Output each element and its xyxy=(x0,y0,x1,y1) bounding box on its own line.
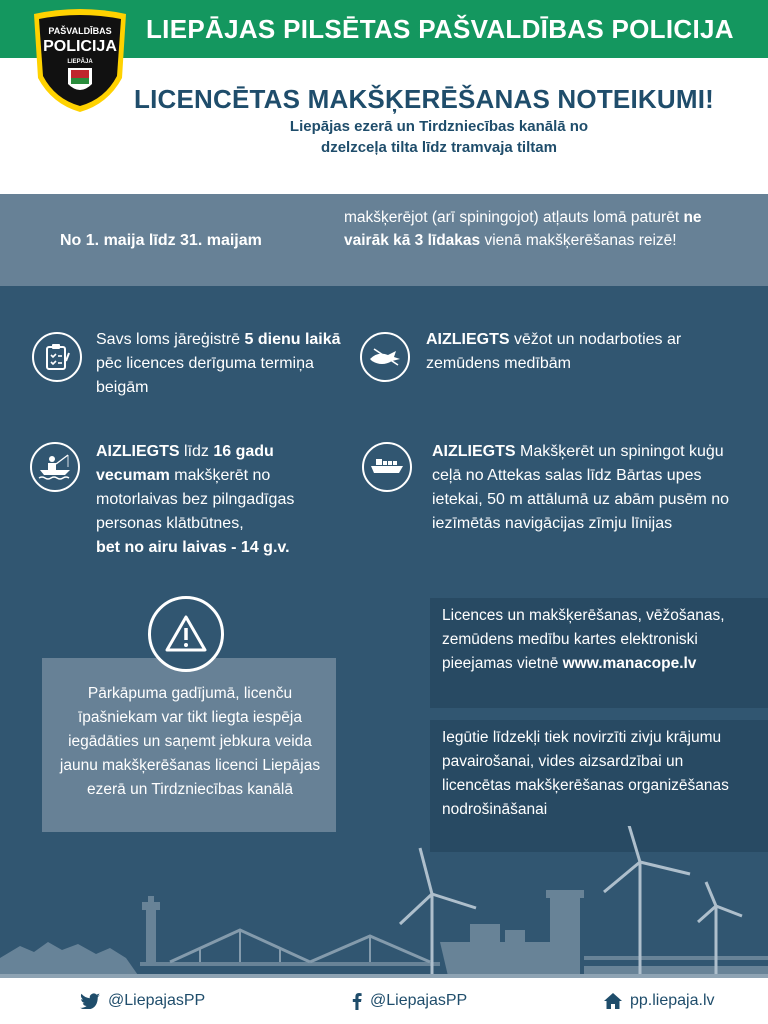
twitter-link[interactable] xyxy=(80,992,205,1010)
home-icon xyxy=(604,993,622,1009)
badge-city-text: LIEPĀJA xyxy=(67,59,93,65)
page-subtitle: Liepājas ezerā un Tirdzniecības kanālā no dzelzceļa tilta līdz tramvaja tiltam xyxy=(289,118,589,156)
facebook-icon xyxy=(352,992,362,1010)
manacope-link[interactable]: www.manacope.lv xyxy=(562,655,697,672)
info-licences-text: Licences un makšķerēšanas, vēžošanas, zemūdens medību kartes elektroniski pieejamas vietnē www.manacope.lv xyxy=(442,607,725,672)
badge-main-text: POLICIJA xyxy=(43,38,117,55)
warning-text: Pārkāpuma gadījumā, licenču īpašniekam var tikt liegta iespēja iegādāties un saņemt jebkura veida jaunu makšķerēšanas licenci Liepājas ezerā un Tirdzniecības kanālā xyxy=(59,685,321,798)
rule-shipping-lane: AIZLIEGTS Makšķerēt un spiningot kuģu ceļā no Attekas salas līdz Bārtas upes ietekai, 50 m attālumā uz abām pusēm no iezīmētās navigācijas zīmju līnijas xyxy=(432,443,730,532)
season-dates: No 1. maija līdz 31. maijam xyxy=(60,232,262,249)
clipboard-icon xyxy=(32,332,82,382)
page-title: LICENCĒTAS MAKŠĶERĒŠANAS NOTEIKUMI! xyxy=(134,84,714,114)
website-link[interactable] xyxy=(604,992,715,1010)
rule-register-catch: Savs loms jāreģistrē 5 dienu laikā pēc licences derīguma termiņa beigām xyxy=(96,331,341,396)
boat-angler-icon xyxy=(30,442,80,492)
facebook-link[interactable] xyxy=(352,992,467,1010)
season-band xyxy=(0,194,768,286)
ship-icon xyxy=(362,442,412,492)
footer xyxy=(0,978,768,1024)
facebook-handle: @LiepajasPP xyxy=(370,992,468,1009)
twitter-handle: @LiepajasPP xyxy=(108,992,206,1009)
twitter-icon xyxy=(80,993,100,1009)
warning-triangle-icon xyxy=(148,596,224,672)
harbor-skyline-illustration xyxy=(0,826,768,978)
main-panel xyxy=(0,286,768,978)
spearfishing-icon xyxy=(360,332,410,382)
website-url: pp.liepaja.lv xyxy=(630,992,715,1009)
rule-no-crayfish: AIZLIEGTS vēžot un nodarboties ar zemūdens medībām xyxy=(426,331,682,372)
season-rule: makšķerējot (arī spiningojot) atļauts lomā paturēt ne vairāk kā 3 līdakas vienā makšķerēšanas reizē! xyxy=(344,209,702,249)
info-funds-text: Iegūtie līdzekļi tiek novirzīti zivju krājumu pavairošanai, vides aizsardzībai un licencētas makšķerēšanas organizēšanas nodrošināšanai xyxy=(442,729,729,818)
badge-top-text: PAŠVALDĪBAS xyxy=(48,26,112,36)
header-title: LIEPĀJAS PILSĒTAS PAŠVALDĪBAS POLICIJA xyxy=(146,14,734,44)
rule-age-limit: AIZLIEGTS līdz 16 gadu vecumam makšķerēt no motorlaivas bez pilngadīgas personas klātbūtnes, bet no airu laivas - 14 g.v. xyxy=(96,443,295,556)
